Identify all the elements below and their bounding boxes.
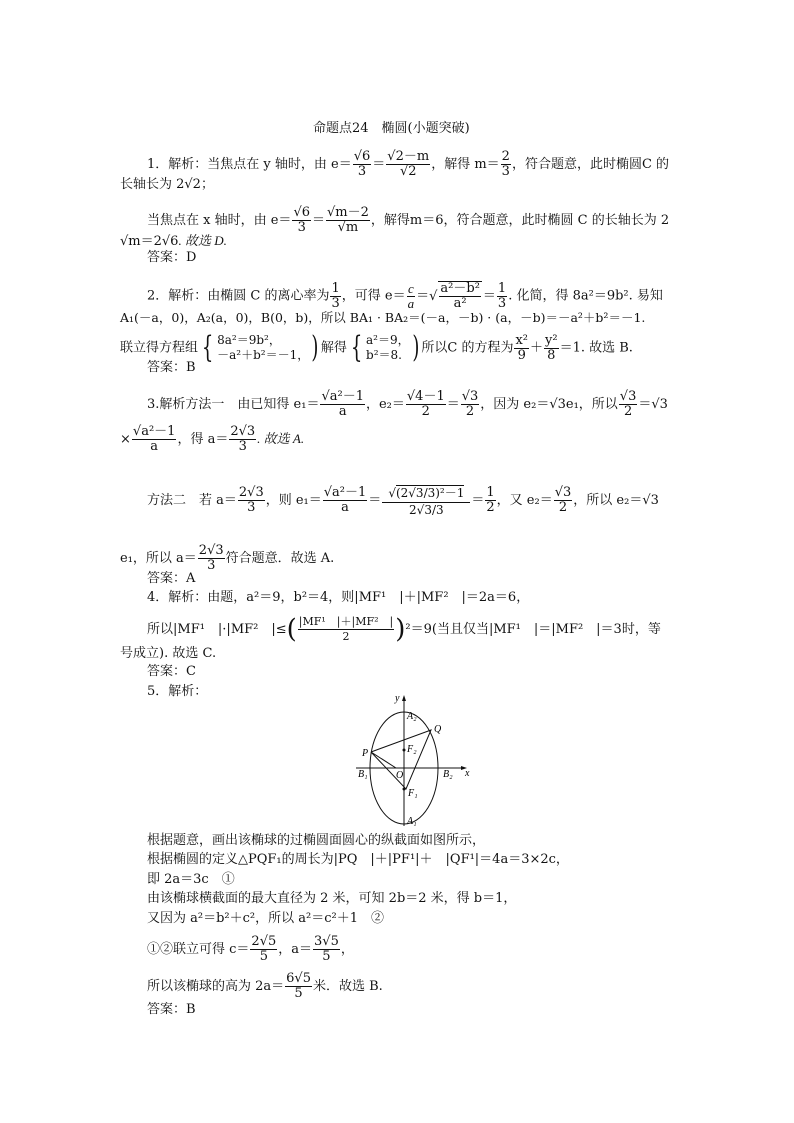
fraction: $\frac{\text{x²}}{9}$ <box>515 332 528 363</box>
p3-answer: 答案：A <box>147 571 196 586</box>
fraction: $\frac{\text{√a²－1}}{a}$ <box>321 389 364 419</box>
fraction: $\frac{6√5}{5}$ <box>286 971 311 1001</box>
fraction: $\frac{√6}{3}$ <box>353 149 371 179</box>
text: 米．故选 B. <box>312 979 383 994</box>
fraction: $\frac{2√3}{3}$ <box>198 543 224 573</box>
text: ，解得 m＝ <box>431 157 500 172</box>
brace: ) <box>411 330 420 365</box>
label-b1: B₁ <box>358 769 368 780</box>
p5-line8 <box>147 972 383 1001</box>
point-f2 <box>403 749 406 752</box>
label-a2: A₂ <box>407 711 417 722</box>
text: 方法二 若 a＝ <box>147 493 237 508</box>
p2-answer: 答案：B <box>147 360 196 375</box>
text: ，得 a＝ <box>177 432 229 447</box>
square-root: √ $\frac{\text{a²－b²}}{\text{a²}}$ <box>429 281 480 311</box>
p3-line3 <box>147 484 659 517</box>
text: ①②联立可得 c＝ <box>147 942 250 957</box>
p5-line4: 即 2a＝3c ① <box>147 872 235 887</box>
p3-line2 <box>120 425 304 454</box>
text: ，解得m＝6，符合题意，此时椭圆 C 的长轴长为 2 <box>370 213 670 228</box>
p4-answer: 答案：C <box>147 664 196 679</box>
text: 所以该椭球的高为 2a＝ <box>147 979 285 994</box>
text: 解得 <box>320 340 347 356</box>
label-a1: A₁ <box>407 816 417 827</box>
p2-line3 <box>120 330 633 365</box>
p5-line3: 根据椭圆的定义△PQF₁的周长为|PQ |＋|PF¹|＋ |QF¹|＝4a＝3×2c， <box>147 852 569 867</box>
fraction: $\frac{c}{a}$ <box>407 280 415 311</box>
text: 1．解析：当焦点在 y 轴时，由 e＝ <box>147 157 352 172</box>
text: ＝ <box>368 493 382 508</box>
text: ＝1. 故选 B. <box>559 340 633 356</box>
text: ＝√3 <box>638 397 668 412</box>
text: . 化简，得 8a²＝9b². 易知 <box>508 288 663 304</box>
text: ，所以 e₂＝√3 <box>573 493 659 508</box>
p5-line5: 由该椭球横截面的最大直径为 2 米，可知 2b＝2 米，得 b＝1， <box>147 891 517 906</box>
text: ， <box>340 942 354 957</box>
p1-line1 <box>147 150 669 179</box>
p3-line4 <box>120 544 334 573</box>
text: ＝ <box>471 493 485 508</box>
text: e₁，所以 a＝ <box>120 551 197 566</box>
text: ，可得 e＝ <box>341 288 406 304</box>
p5-answer: 答案：B <box>147 1002 196 1017</box>
p1-line2: 长轴长为 2√2； <box>120 177 214 192</box>
fraction: $\frac{2}{3}$ <box>501 149 510 179</box>
text: 联立得方程组 <box>120 340 199 356</box>
p5-line6: 又因为 a²＝b²＋c²，所以 a²＝c²＋1 ② <box>147 911 384 926</box>
p5-line2: 根据题意，画出该椭球的过椭圆面圆心的纵截面如图所示， <box>147 833 486 848</box>
fraction: $\frac{\text{√(2√3/3)²－1}}{2√3/3}$ <box>382 484 470 517</box>
p1-line4 <box>120 233 227 250</box>
text: 当焦点在 x 轴时，由 e＝ <box>147 213 292 228</box>
label-o: O <box>396 770 404 781</box>
fraction: $\frac{\text{√a²－1}}{a}$ <box>132 424 176 454</box>
fraction: $\frac{\text{√a²－1}}{a}$ <box>323 485 367 515</box>
label-f2: F₂ <box>407 744 417 755</box>
fraction: $\frac{√3}{2}$ <box>461 389 479 419</box>
label-p: P <box>362 748 369 759</box>
fraction: $\frac{√6}{3}$ <box>293 205 310 235</box>
text: 符合题意．故选 A. <box>225 551 335 566</box>
text: ²＝9(当且仅当|MF¹ |＝|MF² |＝3时，等 <box>405 622 661 637</box>
fraction: $\frac{1}{3}$ <box>331 280 340 311</box>
fraction: $\frac{\text{|MF¹ |＋|MF² |}}{2}$ <box>298 615 394 643</box>
brace: ) <box>311 330 319 365</box>
text: ，e₂＝ <box>365 397 405 412</box>
equation-system: 8a²＝9b²， －a²＋b²＝－1， <box>217 333 310 362</box>
fraction: $\frac{√3}{2}$ <box>619 389 637 419</box>
text: 所以|MF¹ |·|MF² |≤ <box>147 622 287 637</box>
fraction: $\frac{1}{2}$ <box>486 485 495 515</box>
label-b2: B₂ <box>443 769 453 780</box>
ellipse-figure <box>352 692 474 830</box>
text: × <box>120 432 131 447</box>
text: ，符合题意，此时椭圆C 的 <box>511 157 670 172</box>
p4-line1: 4．解析：由题，a²＝9，b²＝4，则|MF¹ |＋|MF² |＝2a＝6， <box>147 590 530 605</box>
equation-system: a²＝9， b²＝8. <box>366 333 410 362</box>
p2-line1 <box>147 281 663 311</box>
fraction: $\frac{1}{3}$ <box>497 280 507 311</box>
fraction: $\frac{√4-1}{2}$ <box>406 389 445 419</box>
fraction: $\frac{√m-2}{√m}$ <box>327 205 369 235</box>
label-y: y <box>395 693 400 704</box>
y-axis-arrow <box>402 695 406 701</box>
text: √m＝2√6 <box>120 234 179 249</box>
fraction: $\frac{\text{y²}}{8}$ <box>545 332 558 363</box>
p1-line3 <box>147 206 669 235</box>
text: ，a＝ <box>278 942 313 957</box>
point-f1 <box>403 788 406 791</box>
p3-line1 <box>147 390 668 419</box>
brace: { <box>201 330 214 365</box>
fraction: $\frac{2√3}{3}$ <box>230 424 256 454</box>
text: ，则 e₁＝ <box>265 493 322 508</box>
text: ＝ <box>416 288 430 304</box>
text: ＝ <box>482 288 496 304</box>
brace: { <box>350 330 363 365</box>
fraction: $\frac{2√3}{3}$ <box>238 485 264 515</box>
paren: ( <box>286 614 297 645</box>
text: ，又 e₂＝ <box>496 493 553 508</box>
p5-line1: 5．解析： <box>147 684 208 699</box>
text: . 故选 D. <box>178 233 227 248</box>
text: 所以C 的方程为 <box>421 340 514 356</box>
paren: ) <box>395 614 406 645</box>
text: ＝ <box>446 397 460 412</box>
text: ＋ <box>530 340 544 356</box>
p2-line2: A₁(－a，0)，A₂(a，0)，B(0，b)，所以 BA₁ · BA₂＝(－a，－b) · (a，－b)＝－a²＋b²＝－1. <box>120 310 646 325</box>
p1-answer: 答案：D <box>147 250 197 265</box>
label-q: Q <box>434 724 442 735</box>
text: ＝ <box>312 213 326 228</box>
fraction: $\frac{√3}{2}$ <box>554 485 572 515</box>
text: . 故选 A. <box>257 431 305 446</box>
fraction: $\frac{√2-m}{√2}$ <box>387 149 430 179</box>
text: 2．解析：由椭圆 C 的离心率为 <box>147 288 330 304</box>
fraction: $\frac{2√5}{5}$ <box>251 934 277 964</box>
fraction: $\frac{3√5}{5}$ <box>314 934 339 964</box>
label-x: x <box>465 768 470 779</box>
text: ，因为 e₂＝√3e₁，所以 <box>480 397 618 412</box>
text: 3.解析方法一 由已知得 e₁＝ <box>147 397 320 412</box>
text: ＝ <box>372 157 386 172</box>
p5-line7 <box>147 935 354 964</box>
p4-line2 <box>147 615 661 644</box>
page-title: 命题点24 椭圆(小题突破) <box>313 121 470 136</box>
p4-line3: 号成立). 故选 C. <box>120 646 217 661</box>
label-f1: F₁ <box>408 788 418 799</box>
